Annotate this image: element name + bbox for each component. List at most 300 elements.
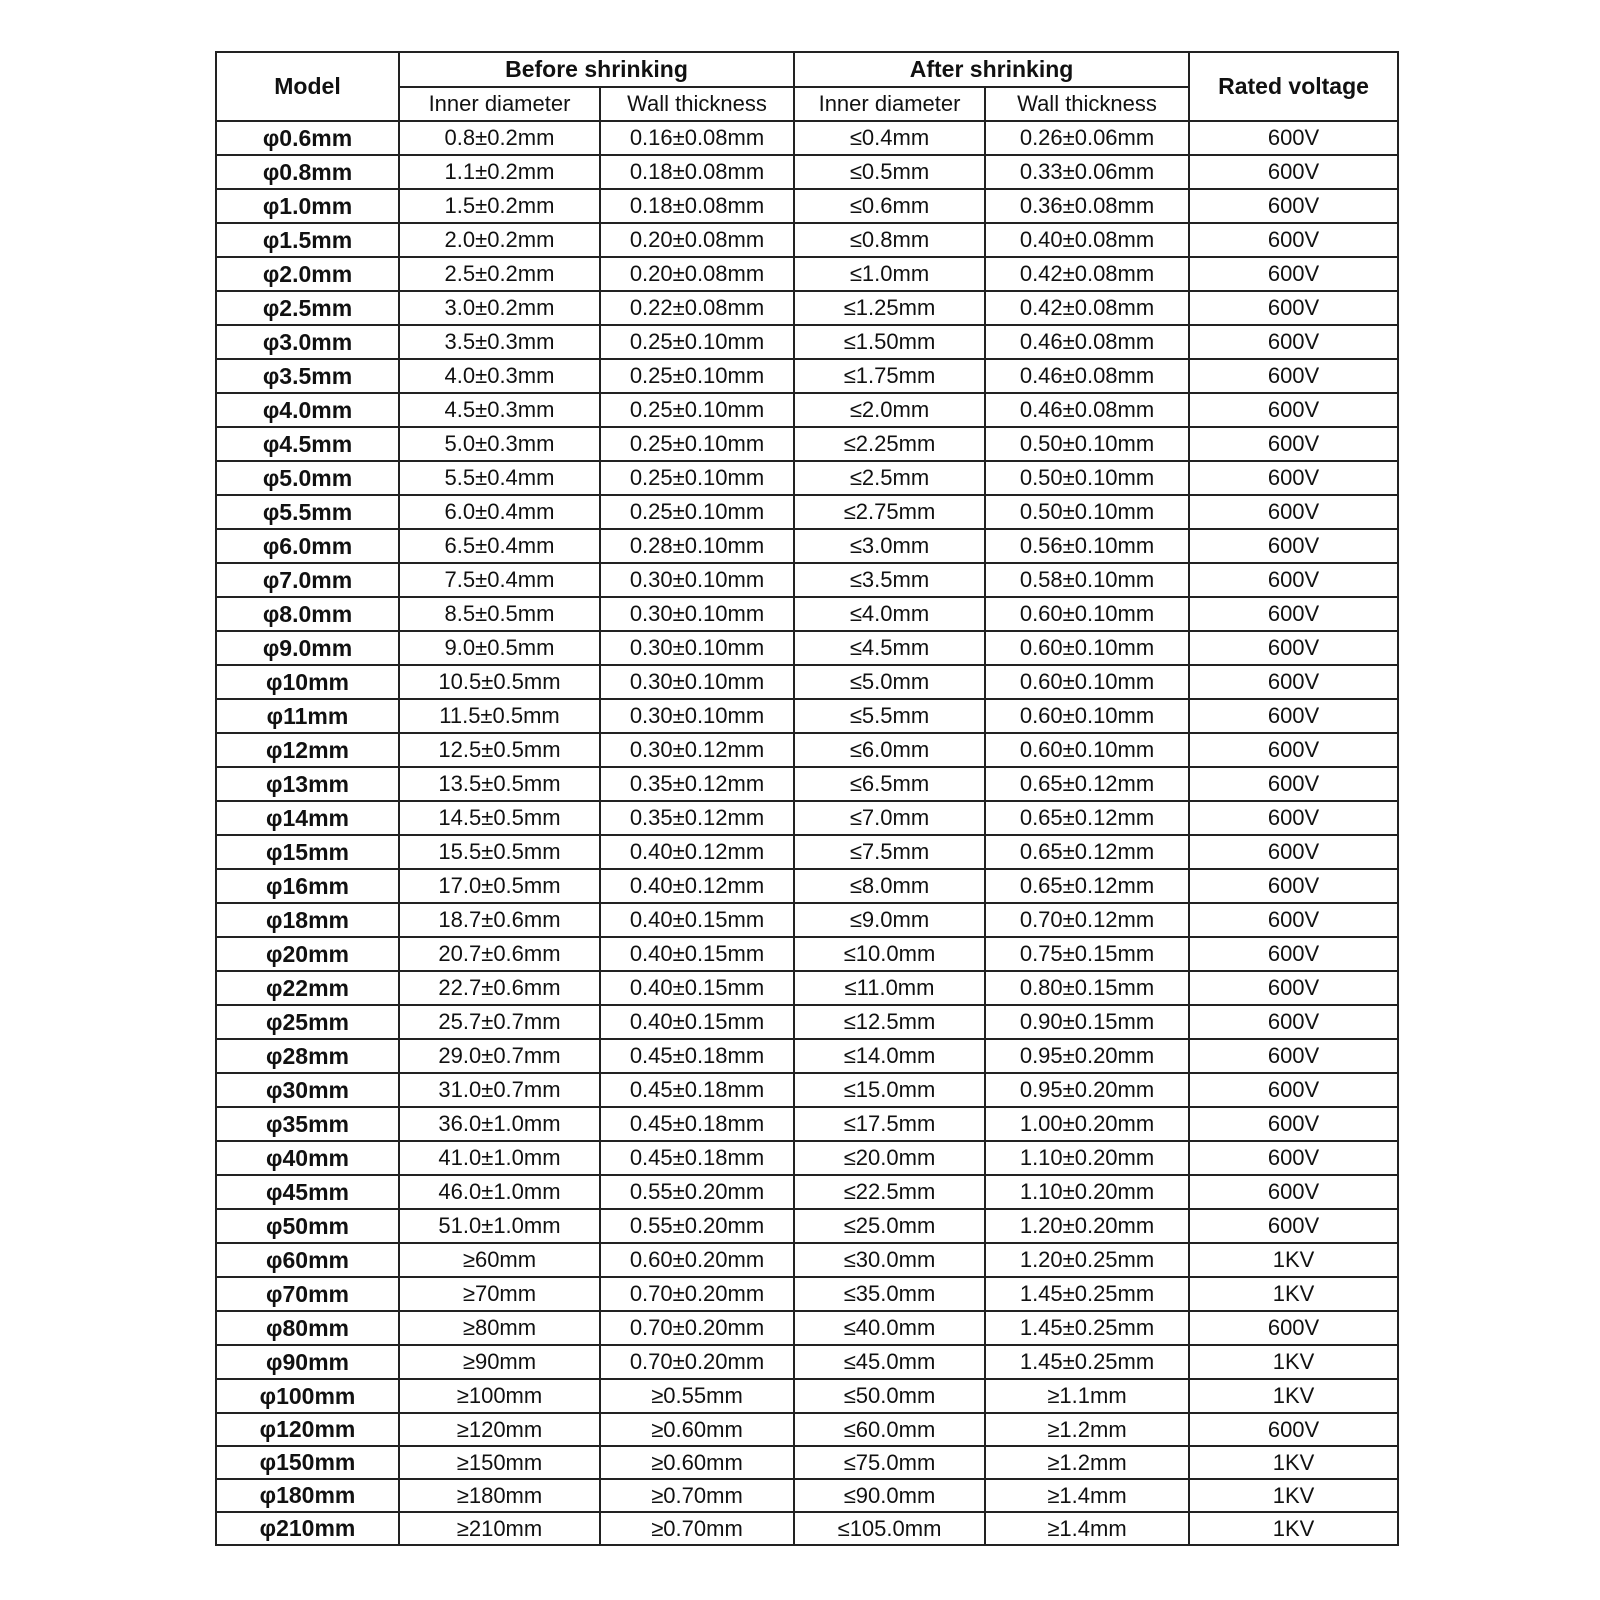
before-inner-diameter-cell: 22.7±0.6mm xyxy=(399,971,600,1005)
before-inner-diameter-cell: 46.0±1.0mm xyxy=(399,1175,600,1209)
model-cell: φ3.5mm xyxy=(216,359,399,393)
after-inner-diameter-cell: ≤3.0mm xyxy=(794,529,985,563)
rated-voltage-cell: 600V xyxy=(1189,699,1398,733)
after-wall-thickness-cell: 0.58±0.10mm xyxy=(985,563,1189,597)
model-cell: φ7.0mm xyxy=(216,563,399,597)
model-cell: φ100mm xyxy=(216,1379,399,1413)
after-inner-diameter-cell: ≤5.5mm xyxy=(794,699,985,733)
before-wall-thickness-cell: 0.18±0.08mm xyxy=(600,189,794,223)
after-wall-thickness-cell: 0.46±0.08mm xyxy=(985,393,1189,427)
before-inner-diameter-cell: 1.5±0.2mm xyxy=(399,189,600,223)
before-wall-thickness-cell: 0.40±0.12mm xyxy=(600,869,794,903)
model-cell: φ10mm xyxy=(216,665,399,699)
after-wall-thickness-cell: ≥1.4mm xyxy=(985,1479,1189,1512)
before-inner-diameter-cell: 5.0±0.3mm xyxy=(399,427,600,461)
before-wall-thickness-cell: 0.22±0.08mm xyxy=(600,291,794,325)
after-wall-thickness-cell: 0.33±0.06mm xyxy=(985,155,1189,189)
before-wall-thickness-cell: 0.45±0.18mm xyxy=(600,1141,794,1175)
after-wall-thickness-cell: 0.65±0.12mm xyxy=(985,801,1189,835)
after-wall-thickness-cell: 1.45±0.25mm xyxy=(985,1345,1189,1379)
after-wall-thickness-cell: 0.95±0.20mm xyxy=(985,1039,1189,1073)
before-wall-thickness-cell: 0.18±0.08mm xyxy=(600,155,794,189)
after-wall-thickness-cell: ≥1.2mm xyxy=(985,1413,1189,1446)
after-inner-diameter-cell: ≤2.5mm xyxy=(794,461,985,495)
before-wall-thickness-cell: ≥0.55mm xyxy=(600,1379,794,1413)
before-inner-diameter-cell: ≥210mm xyxy=(399,1512,600,1545)
rated-voltage-cell: 600V xyxy=(1189,1141,1398,1175)
after-wall-thickness-cell: 0.42±0.08mm xyxy=(985,291,1189,325)
table-row xyxy=(216,121,1398,155)
rated-voltage-cell: 1KV xyxy=(1189,1379,1398,1413)
model-cell: φ18mm xyxy=(216,903,399,937)
model-cell: φ150mm xyxy=(216,1446,399,1479)
after-inner-diameter-cell: ≤0.5mm xyxy=(794,155,985,189)
table-row xyxy=(216,495,1398,529)
model-cell: φ20mm xyxy=(216,937,399,971)
model-cell: φ4.5mm xyxy=(216,427,399,461)
before-inner-diameter-cell: 31.0±0.7mm xyxy=(399,1073,600,1107)
table-header xyxy=(216,52,1398,121)
table-row xyxy=(216,1175,1398,1209)
after-wall-thickness-cell: 1.20±0.20mm xyxy=(985,1209,1189,1243)
rated-voltage-cell: 600V xyxy=(1189,529,1398,563)
model-cell: φ6.0mm xyxy=(216,529,399,563)
model-cell: φ3.0mm xyxy=(216,325,399,359)
header-after-shrinking: After shrinking xyxy=(794,52,1189,87)
after-wall-thickness-cell: 1.00±0.20mm xyxy=(985,1107,1189,1141)
before-wall-thickness-cell: 0.16±0.08mm xyxy=(600,121,794,155)
before-wall-thickness-cell: 0.30±0.10mm xyxy=(600,597,794,631)
model-cell: φ28mm xyxy=(216,1039,399,1073)
model-cell: φ22mm xyxy=(216,971,399,1005)
rated-voltage-cell: 1KV xyxy=(1189,1479,1398,1512)
before-wall-thickness-cell: 0.25±0.10mm xyxy=(600,393,794,427)
after-wall-thickness-cell: 0.36±0.08mm xyxy=(985,189,1189,223)
before-wall-thickness-cell: 0.35±0.12mm xyxy=(600,767,794,801)
before-wall-thickness-cell: 0.25±0.10mm xyxy=(600,495,794,529)
before-wall-thickness-cell: ≥0.60mm xyxy=(600,1446,794,1479)
rated-voltage-cell: 600V xyxy=(1189,257,1398,291)
rated-voltage-cell: 600V xyxy=(1189,1175,1398,1209)
table-row xyxy=(216,291,1398,325)
before-wall-thickness-cell: 0.25±0.10mm xyxy=(600,461,794,495)
before-wall-thickness-cell: 0.70±0.20mm xyxy=(600,1345,794,1379)
rated-voltage-cell: 600V xyxy=(1189,461,1398,495)
before-inner-diameter-cell: 11.5±0.5mm xyxy=(399,699,600,733)
model-cell: φ40mm xyxy=(216,1141,399,1175)
model-cell: φ13mm xyxy=(216,767,399,801)
rated-voltage-cell: 600V xyxy=(1189,597,1398,631)
after-inner-diameter-cell: ≤105.0mm xyxy=(794,1512,985,1545)
before-inner-diameter-cell: 6.5±0.4mm xyxy=(399,529,600,563)
header-model: Model xyxy=(216,52,399,121)
before-inner-diameter-cell: ≥60mm xyxy=(399,1243,600,1277)
table-row xyxy=(216,1141,1398,1175)
rated-voltage-cell: 600V xyxy=(1189,801,1398,835)
after-inner-diameter-cell: ≤12.5mm xyxy=(794,1005,985,1039)
before-wall-thickness-cell: 0.45±0.18mm xyxy=(600,1039,794,1073)
after-inner-diameter-cell: ≤1.75mm xyxy=(794,359,985,393)
model-cell: φ1.0mm xyxy=(216,189,399,223)
before-inner-diameter-cell: 29.0±0.7mm xyxy=(399,1039,600,1073)
after-wall-thickness-cell: 1.10±0.20mm xyxy=(985,1175,1189,1209)
table-row xyxy=(216,1512,1398,1545)
rated-voltage-cell: 600V xyxy=(1189,903,1398,937)
model-cell: φ2.5mm xyxy=(216,291,399,325)
table-row xyxy=(216,665,1398,699)
header-before-inner-diameter: Inner diameter xyxy=(399,87,600,121)
after-wall-thickness-cell: 0.60±0.10mm xyxy=(985,665,1189,699)
header-before-wall-thickness: Wall thickness xyxy=(600,87,794,121)
after-wall-thickness-cell: 0.60±0.10mm xyxy=(985,733,1189,767)
after-wall-thickness-cell: 1.20±0.25mm xyxy=(985,1243,1189,1277)
rated-voltage-cell: 600V xyxy=(1189,971,1398,1005)
before-inner-diameter-cell: 7.5±0.4mm xyxy=(399,563,600,597)
after-inner-diameter-cell: ≤14.0mm xyxy=(794,1039,985,1073)
header-rated-voltage: Rated voltage xyxy=(1189,52,1398,121)
after-wall-thickness-cell: ≥1.2mm xyxy=(985,1446,1189,1479)
table-row xyxy=(216,461,1398,495)
table-row xyxy=(216,1345,1398,1379)
before-wall-thickness-cell: ≥0.70mm xyxy=(600,1512,794,1545)
before-inner-diameter-cell: ≥80mm xyxy=(399,1311,600,1345)
rated-voltage-cell: 600V xyxy=(1189,291,1398,325)
model-cell: φ0.6mm xyxy=(216,121,399,155)
after-wall-thickness-cell: 0.60±0.10mm xyxy=(985,699,1189,733)
after-inner-diameter-cell: ≤7.0mm xyxy=(794,801,985,835)
rated-voltage-cell: 600V xyxy=(1189,1413,1398,1446)
after-inner-diameter-cell: ≤90.0mm xyxy=(794,1479,985,1512)
model-cell: φ11mm xyxy=(216,699,399,733)
rated-voltage-cell: 600V xyxy=(1189,1107,1398,1141)
after-wall-thickness-cell: 0.65±0.12mm xyxy=(985,869,1189,903)
after-inner-diameter-cell: ≤11.0mm xyxy=(794,971,985,1005)
table-row xyxy=(216,1277,1398,1311)
after-wall-thickness-cell: 0.50±0.10mm xyxy=(985,427,1189,461)
before-inner-diameter-cell: 1.1±0.2mm xyxy=(399,155,600,189)
rated-voltage-cell: 600V xyxy=(1189,835,1398,869)
before-inner-diameter-cell: 41.0±1.0mm xyxy=(399,1141,600,1175)
before-wall-thickness-cell: 0.40±0.15mm xyxy=(600,937,794,971)
table-row xyxy=(216,1413,1398,1446)
table-row xyxy=(216,1243,1398,1277)
after-wall-thickness-cell: 0.75±0.15mm xyxy=(985,937,1189,971)
after-inner-diameter-cell: ≤0.4mm xyxy=(794,121,985,155)
after-wall-thickness-cell: ≥1.4mm xyxy=(985,1512,1189,1545)
model-cell: φ16mm xyxy=(216,869,399,903)
before-wall-thickness-cell: 0.25±0.10mm xyxy=(600,359,794,393)
header-after-wall-thickness: Wall thickness xyxy=(985,87,1189,121)
rated-voltage-cell: 1KV xyxy=(1189,1243,1398,1277)
model-cell: φ80mm xyxy=(216,1311,399,1345)
before-wall-thickness-cell: 0.70±0.20mm xyxy=(600,1277,794,1311)
before-wall-thickness-cell: 0.25±0.10mm xyxy=(600,427,794,461)
before-inner-diameter-cell: 2.0±0.2mm xyxy=(399,223,600,257)
rated-voltage-cell: 600V xyxy=(1189,359,1398,393)
table-row xyxy=(216,937,1398,971)
before-inner-diameter-cell: 14.5±0.5mm xyxy=(399,801,600,835)
table-row xyxy=(216,1209,1398,1243)
table-row xyxy=(216,1005,1398,1039)
before-inner-diameter-cell: 20.7±0.6mm xyxy=(399,937,600,971)
table-row xyxy=(216,869,1398,903)
rated-voltage-cell: 600V xyxy=(1189,937,1398,971)
after-inner-diameter-cell: ≤2.0mm xyxy=(794,393,985,427)
after-wall-thickness-cell: 0.46±0.08mm xyxy=(985,325,1189,359)
before-wall-thickness-cell: 0.28±0.10mm xyxy=(600,529,794,563)
before-inner-diameter-cell: 12.5±0.5mm xyxy=(399,733,600,767)
rated-voltage-cell: 600V xyxy=(1189,1073,1398,1107)
before-inner-diameter-cell: ≥100mm xyxy=(399,1379,600,1413)
table-row xyxy=(216,631,1398,665)
table-row xyxy=(216,529,1398,563)
before-wall-thickness-cell: 0.30±0.10mm xyxy=(600,699,794,733)
rated-voltage-cell: 1KV xyxy=(1189,1446,1398,1479)
before-inner-diameter-cell: 25.7±0.7mm xyxy=(399,1005,600,1039)
after-inner-diameter-cell: ≤60.0mm xyxy=(794,1413,985,1446)
after-inner-diameter-cell: ≤50.0mm xyxy=(794,1379,985,1413)
after-wall-thickness-cell: 0.65±0.12mm xyxy=(985,835,1189,869)
rated-voltage-cell: 600V xyxy=(1189,495,1398,529)
table-row xyxy=(216,1479,1398,1512)
rated-voltage-cell: 600V xyxy=(1189,121,1398,155)
model-cell: φ45mm xyxy=(216,1175,399,1209)
after-inner-diameter-cell: ≤22.5mm xyxy=(794,1175,985,1209)
after-inner-diameter-cell: ≤15.0mm xyxy=(794,1073,985,1107)
after-inner-diameter-cell: ≤40.0mm xyxy=(794,1311,985,1345)
after-inner-diameter-cell: ≤17.5mm xyxy=(794,1107,985,1141)
before-wall-thickness-cell: 0.20±0.08mm xyxy=(600,257,794,291)
before-wall-thickness-cell: 0.55±0.20mm xyxy=(600,1175,794,1209)
after-wall-thickness-cell: 0.26±0.06mm xyxy=(985,121,1189,155)
model-cell: φ180mm xyxy=(216,1479,399,1512)
before-wall-thickness-cell: 0.40±0.12mm xyxy=(600,835,794,869)
after-inner-diameter-cell: ≤25.0mm xyxy=(794,1209,985,1243)
model-cell: φ70mm xyxy=(216,1277,399,1311)
table-row xyxy=(216,597,1398,631)
after-wall-thickness-cell: 1.10±0.20mm xyxy=(985,1141,1189,1175)
after-inner-diameter-cell: ≤0.6mm xyxy=(794,189,985,223)
rated-voltage-cell: 600V xyxy=(1189,1039,1398,1073)
after-wall-thickness-cell: 0.90±0.15mm xyxy=(985,1005,1189,1039)
model-cell: φ12mm xyxy=(216,733,399,767)
model-cell: φ15mm xyxy=(216,835,399,869)
after-wall-thickness-cell: 0.60±0.10mm xyxy=(985,597,1189,631)
after-inner-diameter-cell: ≤6.0mm xyxy=(794,733,985,767)
table-row xyxy=(216,1107,1398,1141)
model-cell: φ60mm xyxy=(216,1243,399,1277)
table-body xyxy=(216,121,1398,1545)
model-cell: φ50mm xyxy=(216,1209,399,1243)
model-cell: φ120mm xyxy=(216,1413,399,1446)
before-inner-diameter-cell: 4.0±0.3mm xyxy=(399,359,600,393)
after-inner-diameter-cell: ≤1.50mm xyxy=(794,325,985,359)
model-cell: φ210mm xyxy=(216,1512,399,1545)
before-wall-thickness-cell: 0.40±0.15mm xyxy=(600,903,794,937)
model-cell: φ8.0mm xyxy=(216,597,399,631)
before-inner-diameter-cell: ≥150mm xyxy=(399,1446,600,1479)
rated-voltage-cell: 600V xyxy=(1189,733,1398,767)
after-inner-diameter-cell: ≤9.0mm xyxy=(794,903,985,937)
before-wall-thickness-cell: 0.40±0.15mm xyxy=(600,1005,794,1039)
after-wall-thickness-cell: 1.45±0.25mm xyxy=(985,1311,1189,1345)
after-inner-diameter-cell: ≤3.5mm xyxy=(794,563,985,597)
table-row xyxy=(216,1039,1398,1073)
before-inner-diameter-cell: 5.5±0.4mm xyxy=(399,461,600,495)
before-inner-diameter-cell: 18.7±0.6mm xyxy=(399,903,600,937)
after-inner-diameter-cell: ≤30.0mm xyxy=(794,1243,985,1277)
model-cell: φ1.5mm xyxy=(216,223,399,257)
after-inner-diameter-cell: ≤20.0mm xyxy=(794,1141,985,1175)
before-inner-diameter-cell: 15.5±0.5mm xyxy=(399,835,600,869)
specification-table xyxy=(215,51,1399,1546)
before-inner-diameter-cell: 2.5±0.2mm xyxy=(399,257,600,291)
before-inner-diameter-cell: 13.5±0.5mm xyxy=(399,767,600,801)
rated-voltage-cell: 1KV xyxy=(1189,1277,1398,1311)
after-inner-diameter-cell: ≤10.0mm xyxy=(794,937,985,971)
after-inner-diameter-cell: ≤35.0mm xyxy=(794,1277,985,1311)
table-row xyxy=(216,393,1398,427)
before-wall-thickness-cell: ≥0.60mm xyxy=(600,1413,794,1446)
before-inner-diameter-cell: ≥70mm xyxy=(399,1277,600,1311)
after-wall-thickness-cell: ≥1.1mm xyxy=(985,1379,1189,1413)
rated-voltage-cell: 600V xyxy=(1189,563,1398,597)
before-inner-diameter-cell: 0.8±0.2mm xyxy=(399,121,600,155)
before-wall-thickness-cell: 0.30±0.10mm xyxy=(600,631,794,665)
model-cell: φ5.5mm xyxy=(216,495,399,529)
model-cell: φ35mm xyxy=(216,1107,399,1141)
after-wall-thickness-cell: 0.65±0.12mm xyxy=(985,767,1189,801)
table-row xyxy=(216,359,1398,393)
before-inner-diameter-cell: ≥90mm xyxy=(399,1345,600,1379)
model-cell: φ4.0mm xyxy=(216,393,399,427)
rated-voltage-cell: 1KV xyxy=(1189,1512,1398,1545)
table-row xyxy=(216,1379,1398,1413)
header-after-inner-diameter: Inner diameter xyxy=(794,87,985,121)
rated-voltage-cell: 600V xyxy=(1189,189,1398,223)
rated-voltage-cell: 1KV xyxy=(1189,1345,1398,1379)
after-wall-thickness-cell: 0.80±0.15mm xyxy=(985,971,1189,1005)
table-row xyxy=(216,257,1398,291)
table-row xyxy=(216,971,1398,1005)
after-wall-thickness-cell: 0.50±0.10mm xyxy=(985,495,1189,529)
before-wall-thickness-cell: 0.30±0.10mm xyxy=(600,563,794,597)
table-row xyxy=(216,903,1398,937)
before-inner-diameter-cell: 17.0±0.5mm xyxy=(399,869,600,903)
after-wall-thickness-cell: 0.60±0.10mm xyxy=(985,631,1189,665)
after-inner-diameter-cell: ≤0.8mm xyxy=(794,223,985,257)
after-wall-thickness-cell: 0.46±0.08mm xyxy=(985,359,1189,393)
after-wall-thickness-cell: 0.42±0.08mm xyxy=(985,257,1189,291)
rated-voltage-cell: 600V xyxy=(1189,427,1398,461)
table-row xyxy=(216,1446,1398,1479)
table-row xyxy=(216,223,1398,257)
before-inner-diameter-cell: 51.0±1.0mm xyxy=(399,1209,600,1243)
before-wall-thickness-cell: 0.20±0.08mm xyxy=(600,223,794,257)
model-cell: φ0.8mm xyxy=(216,155,399,189)
rated-voltage-cell: 600V xyxy=(1189,155,1398,189)
rated-voltage-cell: 600V xyxy=(1189,869,1398,903)
table-row xyxy=(216,325,1398,359)
after-inner-diameter-cell: ≤7.5mm xyxy=(794,835,985,869)
rated-voltage-cell: 600V xyxy=(1189,325,1398,359)
table-row xyxy=(216,733,1398,767)
after-inner-diameter-cell: ≤2.75mm xyxy=(794,495,985,529)
before-wall-thickness-cell: ≥0.70mm xyxy=(600,1479,794,1512)
table-row xyxy=(216,801,1398,835)
after-inner-diameter-cell: ≤1.25mm xyxy=(794,291,985,325)
rated-voltage-cell: 600V xyxy=(1189,631,1398,665)
model-cell: φ25mm xyxy=(216,1005,399,1039)
before-inner-diameter-cell: 10.5±0.5mm xyxy=(399,665,600,699)
rated-voltage-cell: 600V xyxy=(1189,665,1398,699)
before-inner-diameter-cell: 3.0±0.2mm xyxy=(399,291,600,325)
before-inner-diameter-cell: 3.5±0.3mm xyxy=(399,325,600,359)
before-wall-thickness-cell: 0.45±0.18mm xyxy=(600,1073,794,1107)
after-inner-diameter-cell: ≤1.0mm xyxy=(794,257,985,291)
before-inner-diameter-cell: 6.0±0.4mm xyxy=(399,495,600,529)
before-wall-thickness-cell: 0.70±0.20mm xyxy=(600,1311,794,1345)
before-wall-thickness-cell: 0.40±0.15mm xyxy=(600,971,794,1005)
after-inner-diameter-cell: ≤8.0mm xyxy=(794,869,985,903)
rated-voltage-cell: 600V xyxy=(1189,1005,1398,1039)
model-cell: φ5.0mm xyxy=(216,461,399,495)
after-inner-diameter-cell: ≤4.5mm xyxy=(794,631,985,665)
after-wall-thickness-cell: 0.50±0.10mm xyxy=(985,461,1189,495)
rated-voltage-cell: 600V xyxy=(1189,1209,1398,1243)
before-inner-diameter-cell: 9.0±0.5mm xyxy=(399,631,600,665)
model-cell: φ30mm xyxy=(216,1073,399,1107)
table-row xyxy=(216,767,1398,801)
table-row xyxy=(216,1073,1398,1107)
after-inner-diameter-cell: ≤6.5mm xyxy=(794,767,985,801)
rated-voltage-cell: 600V xyxy=(1189,393,1398,427)
table-row xyxy=(216,835,1398,869)
model-cell: φ14mm xyxy=(216,801,399,835)
after-wall-thickness-cell: 0.56±0.10mm xyxy=(985,529,1189,563)
model-cell: φ9.0mm xyxy=(216,631,399,665)
after-inner-diameter-cell: ≤5.0mm xyxy=(794,665,985,699)
table-row xyxy=(216,1311,1398,1345)
before-wall-thickness-cell: 0.30±0.12mm xyxy=(600,733,794,767)
table-row xyxy=(216,699,1398,733)
after-inner-diameter-cell: ≤4.0mm xyxy=(794,597,985,631)
after-wall-thickness-cell: 0.95±0.20mm xyxy=(985,1073,1189,1107)
after-wall-thickness-cell: 1.45±0.25mm xyxy=(985,1277,1189,1311)
before-inner-diameter-cell: 36.0±1.0mm xyxy=(399,1107,600,1141)
after-wall-thickness-cell: 0.40±0.08mm xyxy=(985,223,1189,257)
after-inner-diameter-cell: ≤45.0mm xyxy=(794,1345,985,1379)
after-inner-diameter-cell: ≤75.0mm xyxy=(794,1446,985,1479)
header-before-shrinking: Before shrinking xyxy=(399,52,794,87)
model-cell: φ90mm xyxy=(216,1345,399,1379)
table-row xyxy=(216,563,1398,597)
table-row xyxy=(216,155,1398,189)
before-wall-thickness-cell: 0.35±0.12mm xyxy=(600,801,794,835)
before-inner-diameter-cell: ≥120mm xyxy=(399,1413,600,1446)
rated-voltage-cell: 600V xyxy=(1189,1311,1398,1345)
model-cell: φ2.0mm xyxy=(216,257,399,291)
before-wall-thickness-cell: 0.30±0.10mm xyxy=(600,665,794,699)
header-row-primary xyxy=(216,52,1398,87)
after-wall-thickness-cell: 0.70±0.12mm xyxy=(985,903,1189,937)
rated-voltage-cell: 600V xyxy=(1189,223,1398,257)
rated-voltage-cell: 600V xyxy=(1189,767,1398,801)
before-wall-thickness-cell: 0.45±0.18mm xyxy=(600,1107,794,1141)
after-inner-diameter-cell: ≤2.25mm xyxy=(794,427,985,461)
before-wall-thickness-cell: 0.55±0.20mm xyxy=(600,1209,794,1243)
table-row xyxy=(216,427,1398,461)
